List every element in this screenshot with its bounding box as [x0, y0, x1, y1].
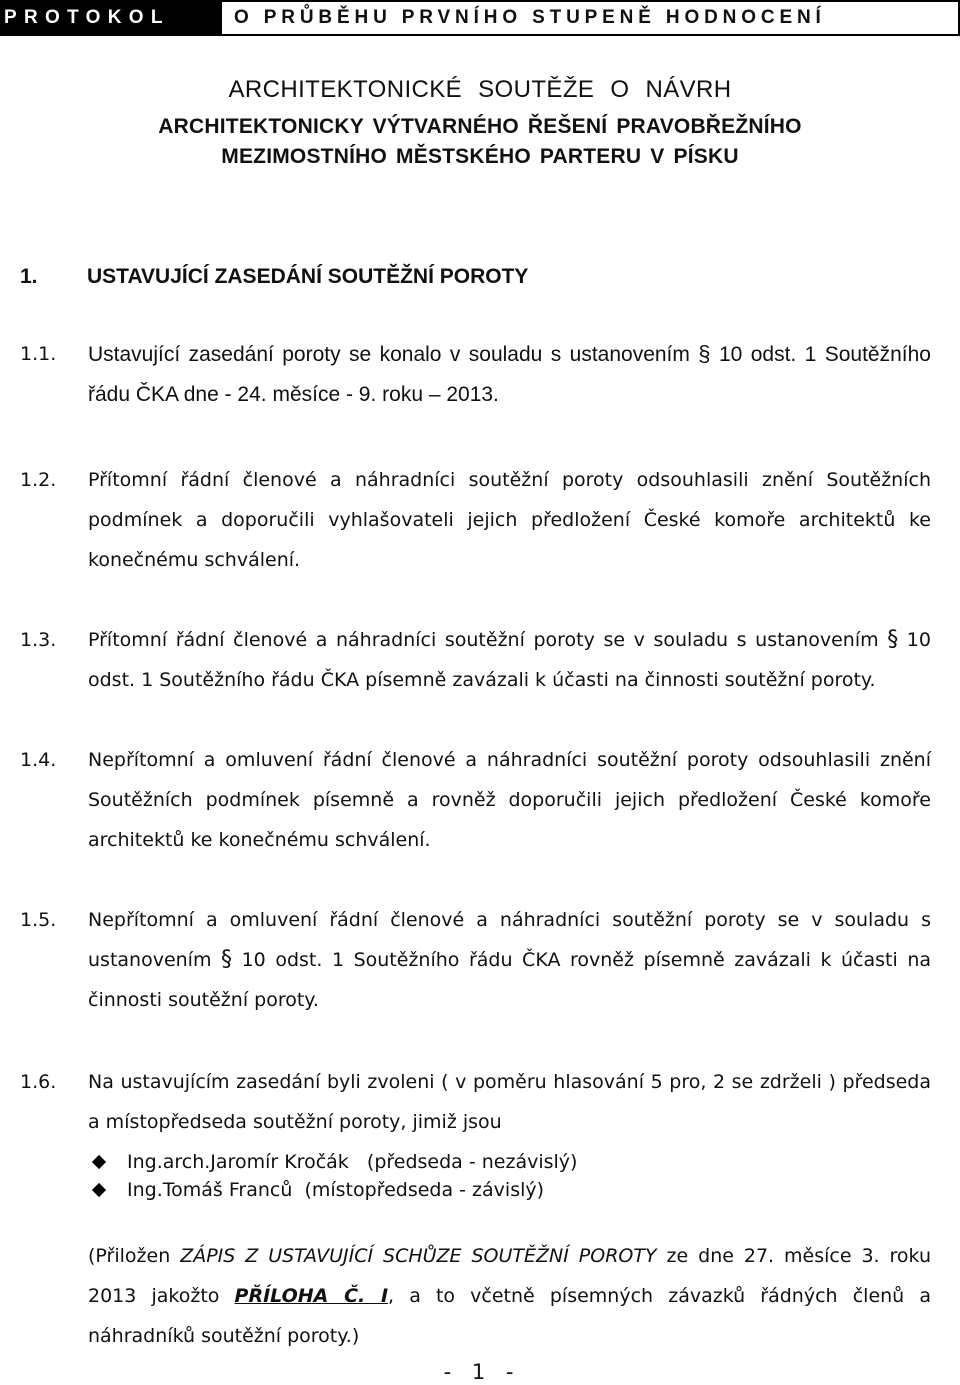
paragraph-1-2	[0, 460, 960, 580]
section-sign: §	[698, 341, 711, 366]
header-bar	[0, 0, 960, 36]
jury-officers-list	[88, 1148, 577, 1204]
diamond-bullet-icon	[92, 1155, 106, 1169]
header-protokol: PROTOKOL	[0, 0, 220, 36]
paragraph-text-b: 10 odst. 1 Soutěžního řádu ČKA dne - 24. měsíce - 9. roku – 2013.	[88, 343, 931, 406]
paragraph-text: Přítomní řádní členové a náhradníci soutěžní poroty odsouhlasili znění Soutěžních podmínek a doporučili vyhlašovateli jejich předložení České komoře architektů ke konečnému schválení.	[88, 469, 931, 571]
paragraph-number: 1.6.	[20, 1071, 57, 1093]
header-subtitle: O PRŮBĚHU PRVNÍHO STUPENĚ HODNOCENÍ	[220, 0, 960, 36]
paragraph-number: 1.5.	[20, 909, 57, 931]
section-sign: §	[887, 627, 899, 652]
paragraph-1-6	[0, 1062, 960, 1142]
note-middle: ze dne 27. měsíce 3. roku 2013 jakožto	[88, 1245, 932, 1307]
paragraph-text	[88, 900, 931, 1020]
paragraph-text: Nepřítomní a omluvení řádní členové a náhradníci soutěžní poroty odsouhlasili znění Soutěžních podmínek písemně a rovněž doporučili jejich předložení České komoře architektů ke konečnému schválení.	[88, 749, 931, 851]
paragraph-text-a: Přítomní řádní členové a náhradníci soutěžní poroty se v souladu s ustanovením	[88, 629, 879, 651]
member-vice-chairman: Ing.Tomáš Franců (místopředseda - závislý)	[127, 1179, 545, 1201]
title-line-3: MEZIMOSTNÍHO MĚSTSKÉHO PARTERU V PÍSKU	[221, 145, 739, 168]
paragraph-1-4	[0, 740, 960, 860]
member-chairman: Ing.arch.Jaromír Kročák (předseda - nezávislý)	[127, 1151, 578, 1173]
paragraph-1-1	[0, 334, 960, 415]
section-title: USTAVUJÍCÍ ZASEDÁNÍ SOUTĚŽNÍ POROTY	[87, 265, 529, 288]
attachment-note	[88, 1236, 931, 1356]
paragraph-text-a: Nepřítomní a omluvení řádní členové a náhradníci soutěžní poroty se v souladu s ustanovením	[88, 909, 931, 971]
paragraph-text	[88, 620, 931, 700]
note-suffix: , a to včetně písemných závazků řádných členů a náhradníků soutěžní poroty.)	[88, 1285, 931, 1347]
note-prefix: (Přiložen	[88, 1245, 181, 1267]
paragraph-1-3	[0, 620, 960, 700]
page-number: - 1 -	[443, 1360, 517, 1384]
title-line-1: ARCHITEKTONICKÉ SOUTĚŽE O NÁVRH	[228, 76, 732, 103]
note-italic: ZÁPIS Z USTAVUJÍCÍ SCHŮZE SOUTĚŽNÍ POROTY	[180, 1245, 657, 1267]
paragraph-text-b: 10 odst. 1 Soutěžního řádu ČKA rovněž písemně zavázali k účasti na činnosti soutěžní poroty.	[88, 949, 932, 1011]
paragraph-text: Na ustavujícím zasedání byli zvoleni ( v poměru hlasování 5 pro, 2 se zdrželi ) předseda a místopředseda soutěžní poroty, jimiž jsou	[88, 1071, 931, 1133]
paragraph-text-b: 10 odst. 1 Soutěžního řádu ČKA písemně zavázali k účasti na činnosti soutěžní poroty.	[88, 629, 931, 691]
paragraph-1-5	[0, 900, 960, 1020]
paragraph-number: 1.3.	[20, 629, 57, 651]
paragraph-number: 1.2.	[20, 469, 57, 491]
section-heading	[20, 262, 528, 292]
section-sign: §	[221, 947, 233, 972]
document-title	[0, 72, 960, 172]
note-attachment-ref: PŘÍLOHA Č. I	[234, 1285, 389, 1307]
paragraph-number: 1.4.	[20, 749, 57, 771]
paragraph-number: 1.1.	[20, 343, 57, 365]
title-line-2: ARCHITEKTONICKY VÝTVARNÉHO ŘEŠENÍ PRAVOBŘEŽNÍHO	[158, 115, 802, 138]
list-item	[88, 1148, 577, 1176]
list-item	[88, 1176, 577, 1204]
section-number: 1.	[20, 265, 38, 288]
diamond-bullet-icon	[92, 1183, 106, 1197]
paragraph-text	[88, 334, 931, 415]
paragraph-text-a: Ustavující zasedání poroty se konalo v souladu s ustanovením	[88, 343, 690, 366]
